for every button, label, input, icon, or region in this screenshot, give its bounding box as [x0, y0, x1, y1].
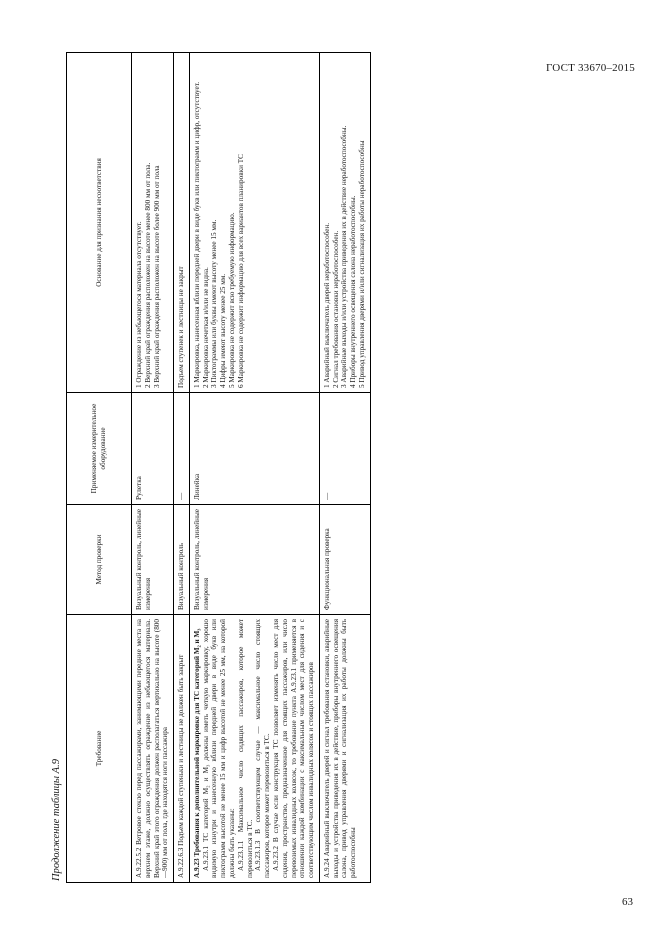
nonconformity-paragraph: 1 Ограждение из небьющегося материала отсутствует. [134, 221, 143, 388]
cell-equipment: Рулетка [131, 393, 173, 505]
cell-equipment: — [319, 393, 370, 505]
requirement-paragraph: А.9.23.1.3 В соответствующем случае — максимальное число стоящих пассажиров, которое может перевозиться в ТС. [253, 619, 271, 878]
nonconformity-paragraph: 2 Маркировка нечеткая и/или не видна. [201, 267, 210, 388]
cell-method: Визуальный контроль [173, 505, 189, 615]
nonconformity-paragraph: 1 Аварийный выключатель дверей неработоспособен. [322, 222, 331, 388]
cell-nonconformity [189, 53, 319, 393]
nonconformity-paragraph: 2 Сигнал требования остановки неработоспособен. [331, 230, 340, 388]
requirement-paragraph: А.9.23.1.1 Максимальное число сидящих пассажиров, которое может перевозиться в ТС. [236, 619, 254, 878]
table-row [319, 53, 370, 883]
cell-requirement [173, 615, 189, 883]
cell-requirement [189, 615, 319, 883]
nonconformity-paragraph: 4 Приборы внутреннего освещения салона неработоспособны. [348, 195, 357, 388]
cell-requirement [319, 615, 370, 883]
standard-header: ГОСТ 33670–2015 [546, 62, 635, 74]
column-header-equipment: Применяемое измерительное оборудование [66, 393, 131, 505]
nonconformity-paragraph: 3 Верхний край ограждения расположен на высоте более 900 мм от пола [152, 165, 161, 388]
nonconformity-paragraph: 5 Привод управления дверями и/или сигнализация их работы неработоспособны [357, 140, 366, 388]
column-header-requirement: Требование [66, 615, 131, 883]
nonconformity-paragraph: 6 Маркировка не содержит информацию для всех вариантов планировки ТС [236, 154, 245, 388]
page-number: 63 [622, 896, 633, 908]
cell-nonconformity [173, 53, 189, 393]
table-row [131, 53, 173, 883]
column-header-nonconformity: Основание для признания несоответствия [66, 53, 131, 393]
nonconformity-paragraph: 4 Цифры имеют высоту менее 25 мм. [218, 273, 227, 388]
cell-requirement [131, 615, 173, 883]
table-body [131, 53, 370, 883]
requirement-heading: А.9.23 Требования к дополнительной маркировке для ТС категорий M₂ и M₃ [192, 628, 201, 878]
nonconformity-paragraph: Подъем ступенек и лестницы не закрыт [176, 266, 185, 388]
table-row [173, 53, 189, 883]
cell-nonconformity [131, 53, 173, 393]
nonconformity-paragraph: 3 Пиктограммы или буквы имеют высоту менее 15 мм. [209, 219, 218, 388]
table-caption: Продолжение таблицы А.9 [50, 759, 62, 881]
cell-equipment: — [173, 393, 189, 505]
cell-nonconformity [319, 53, 370, 393]
requirements-table [66, 52, 371, 883]
requirement-paragraph: А.9.23.2 В случае если конструкция ТС позволяет изменять число мест для сидения, пространство, предназначенное для стоящих пассажиров, или число перевозимых инвалидных колясок, то требование пункта А.9.23.1 применяется в отношении каждой комбинации с максимальным числом мест для сидения и с соответствующим числом инвалидных колясок и стоящих пассажиров [271, 619, 315, 878]
cell-method: Функциональная проверка [319, 505, 370, 615]
nonconformity-paragraph: 1 Маркировка, нанесенная вблизи передней двери в виде букв или пиктограмм и цифр, отсутствует. [192, 81, 201, 388]
column-header-method: Метод проверки [66, 505, 131, 615]
nonconformity-paragraph: 5 Маркировка не содержит всю требуемую информацию. [227, 212, 236, 388]
table-header [66, 53, 131, 883]
cell-equipment: Линейка [189, 393, 319, 505]
requirement-paragraph: А.9.22.5.2 Ветровое стекло перед пассажирами, занимающими передние места на верхнем этаже, должно осуществлять ограждение из небьющегося материала. Верхний край этого ограждения должен располагаться вертикально на высоте (800—900) мм от пола, где находятся ноги пассажира [134, 619, 169, 878]
table-row [189, 53, 319, 883]
requirement-paragraph: А.9.24 Аварийный выключатель дверей и сигнал требования остановки, аварийные выходы и устройства приведения их в действие, приборы внутреннего освещения салона, привод управления дверями и сигнализация их работы должны быть работоспособны [322, 619, 357, 878]
cell-method: Визуальный контроль, линейные измерения [131, 505, 173, 615]
table-header-row [66, 53, 131, 883]
nonconformity-paragraph: 3 Аварийные выходы и/или устройства приведения их в действие неработоспособны. [339, 125, 348, 388]
cell-method: Визуальный контроль, линейные измерения [189, 505, 319, 615]
requirement-paragraph: А.9.22.6.3 Подъем каждой ступеньки и лестницы не должен быть закрыт [176, 654, 185, 878]
nonconformity-paragraph: 2 Верхний край ограждения расположен на высоте менее 800 мм от пола. [143, 162, 152, 388]
landscape-table-block [51, 53, 611, 883]
requirement-paragraph: А.9.23.1 ТС категорий M₂ и M₃ должны иметь четкую маркировку, хорошо видимую изнутри и нанесенную вблизи передней двери в виде букв или пиктограмм высотой не менее 15 мм и цифр высотой не менее 25 мм, на которой должны быть указаны: [201, 619, 236, 878]
